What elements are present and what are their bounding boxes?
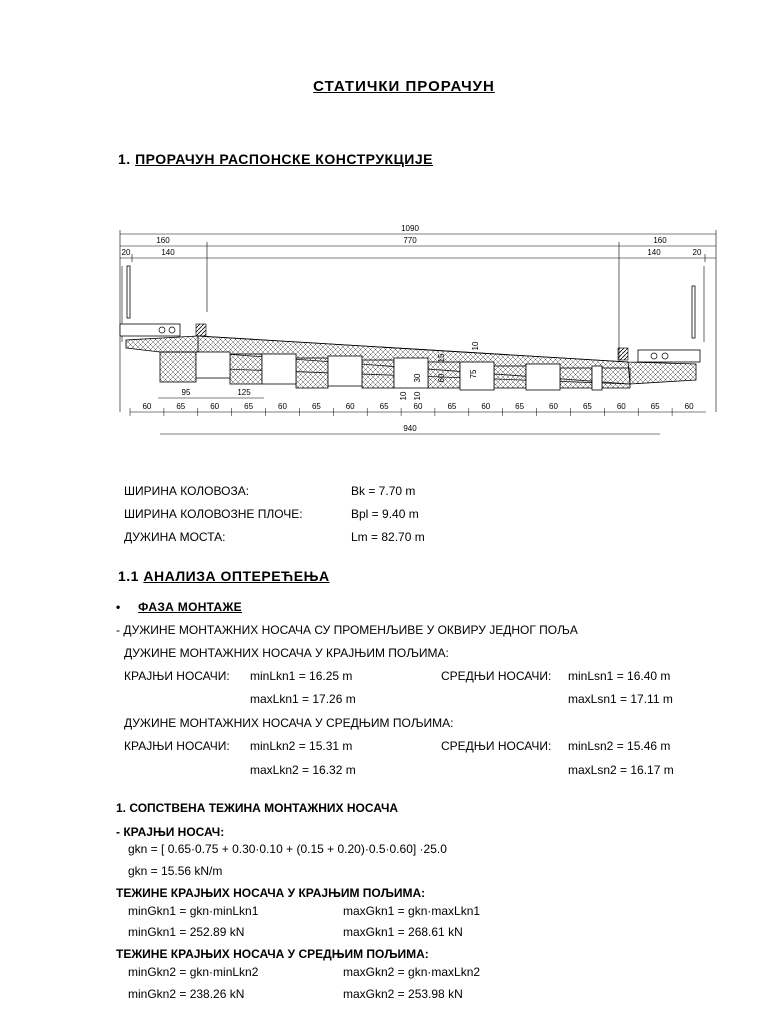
weights-mid-title: ТЕЖИНЕ КРАЈЊИХ НОСАЧА У СРЕДЊИМ ПОЉИМА: xyxy=(116,947,429,961)
bridge-cross-section-drawing xyxy=(118,222,718,442)
prop-slab-label: ШИРИНА КОЛОВОЗНЕ ПЛОЧЕ: xyxy=(124,507,303,521)
weights-end-min-formula: minGkn1 = gkn·minLkn1 xyxy=(128,904,259,918)
phase-title: ФАЗА МОНТАЖЕ xyxy=(138,600,242,614)
page-title: СТАТИЧКИ ПРОРАЧУН xyxy=(313,78,495,95)
dim-60: 60 xyxy=(437,373,446,383)
dim-bottom-segment: 65 xyxy=(515,402,525,411)
dim-10c: 10 xyxy=(399,391,408,401)
end-fields-mid-label: СРЕДЊИ НОСАЧИ: xyxy=(441,669,552,683)
dim-total-width: 1090 xyxy=(401,224,419,233)
mid-fields-mid-min: minLsn2 = 15.46 m xyxy=(568,739,671,753)
dim-bottom-segment: 65 xyxy=(650,402,660,411)
self-weight-formula: gkn = [ 0.65·0.75 + 0.30·0.10 + (0.15 + 0.20)·0.5·0.60] ·25.0 xyxy=(128,842,447,856)
end-fields-edge-max: maxLkn1 = 17.26 m xyxy=(250,692,356,706)
end-fields-edge-min: minLkn1 = 16.25 m xyxy=(250,669,353,683)
end-fields-mid-min: minLsn1 = 16.40 m xyxy=(568,669,671,683)
dim-940: 940 xyxy=(403,424,417,433)
bottom-dimension-row xyxy=(130,402,694,416)
self-weight-title: 1. СОПСТВЕНА ТЕЖИНА МОНТАЖНИХ НОСАЧА xyxy=(116,801,399,815)
dim-bottom-segment: 60 xyxy=(413,402,423,411)
prop-length-label: ДУЖИНА МОСТА: xyxy=(124,530,226,544)
dim-bottom-segment: 65 xyxy=(244,402,254,411)
dim-left-cantilever: 160 xyxy=(156,236,170,245)
dim-bottom-segment: 60 xyxy=(278,402,287,411)
dim-right-cantilever: 160 xyxy=(653,236,667,245)
weights-mid-min-value: minGkn2 = 238.26 kN xyxy=(128,987,245,1001)
dim-bottom-segment: 60 xyxy=(345,402,355,411)
dim-95: 95 xyxy=(181,388,191,397)
section-1-1-heading xyxy=(118,568,330,584)
prop-length-value: Lm = 82.70 m xyxy=(351,530,425,544)
dim-bottom-segment: 60 xyxy=(616,402,626,411)
prop-carriageway-label: ШИРИНА КОЛОВОЗА: xyxy=(124,484,250,498)
dim-carriageway: 770 xyxy=(403,236,417,245)
dim-bottom-segment: 60 xyxy=(481,402,491,411)
dim-bottom-segment: 65 xyxy=(311,402,321,411)
dim-bottom-segment: 65 xyxy=(176,402,186,411)
dim-bottom-segment: 60 xyxy=(142,402,152,411)
bullet-icon: • xyxy=(116,600,121,614)
dim-left-edge: 20 xyxy=(121,248,131,257)
section-1-title: ПРОРАЧУН РАСПОНСКЕ КОНСТРУКЦИЈЕ xyxy=(135,151,433,167)
end-fields-mid-max: maxLsn1 = 17.11 m xyxy=(568,692,673,706)
weights-mid-min-formula: minGkn2 = gkn·minLkn2 xyxy=(128,965,259,979)
section-1-heading xyxy=(118,151,433,167)
dim-30: 30 xyxy=(413,373,422,383)
dim-10b: 10 xyxy=(413,391,422,401)
prop-slab-value: Bpl = 9.40 m xyxy=(351,507,419,521)
dim-bottom-segment: 65 xyxy=(582,402,592,411)
section-1-number: 1. xyxy=(118,151,131,167)
dim-125: 125 xyxy=(237,388,251,397)
dim-left-walkway: 140 xyxy=(161,248,175,257)
self-weight-result: gkn = 15.56 kN/m xyxy=(128,864,223,878)
dim-right-walkway: 140 xyxy=(647,248,661,257)
end-fields-heading: ДУЖИНЕ МОНТАЖНИХ НОСАЧА У КРАЈЊИМ ПОЉИМА: xyxy=(124,646,449,660)
note-variable-lengths: - ДУЖИНЕ МОНТАЖНИХ НОСАЧА СУ ПРОМЕНЉИВЕ У ОКВИРУ ЈЕДНОГ ПОЉА xyxy=(116,623,578,637)
weights-end-min-value: minGkn1 = 252.89 kN xyxy=(128,925,245,939)
section-1-1-number: 1.1 xyxy=(118,568,139,584)
mid-fields-edge-min: minLkn2 = 15.31 m xyxy=(250,739,353,753)
dim-slab-10: 10 xyxy=(471,341,480,351)
mid-fields-mid-label: СРЕДЊИ НОСАЧИ: xyxy=(441,739,552,753)
prop-carriageway-value: Bk = 7.70 m xyxy=(351,484,416,498)
weights-mid-max-value: maxGkn2 = 253.98 kN xyxy=(343,987,463,1001)
phase-heading xyxy=(116,600,242,614)
dim-75: 75 xyxy=(469,369,478,379)
edge-beam-label: - КРАЈЊИ НОСАЧ: xyxy=(116,825,225,839)
dim-bottom-segment: 60 xyxy=(210,402,220,411)
weights-end-title: ТЕЖИНЕ КРАЈЊИХ НОСАЧА У КРАЈЊИМ ПОЉИМА: xyxy=(116,886,426,900)
section-1-1-title: АНАЛИЗА ОПТЕРЕЋЕЊА xyxy=(143,568,330,584)
weights-end-max-formula: maxGkn1 = gkn·maxLkn1 xyxy=(343,904,481,918)
mid-fields-mid-max: maxLsn2 = 16.17 m xyxy=(568,763,674,777)
mid-fields-edge-label: КРАЈЊИ НОСАЧИ: xyxy=(124,739,230,753)
dim-15: 15 xyxy=(437,353,446,363)
dim-bottom-segment: 65 xyxy=(447,402,457,411)
end-fields-edge-label: КРАЈЊИ НОСАЧИ: xyxy=(124,669,230,683)
dim-bottom-segment: 65 xyxy=(379,402,389,411)
weights-mid-max-formula: maxGkn2 = gkn·maxLkn2 xyxy=(343,965,481,979)
dim-bottom-segment: 60 xyxy=(684,402,694,411)
dim-bottom-segment: 60 xyxy=(549,402,558,411)
mid-fields-edge-max: maxLkn2 = 16.32 m xyxy=(250,763,356,777)
mid-fields-heading: ДУЖИНЕ МОНТАЖНИХ НОСАЧА У СРЕДЊИМ ПОЉИМА: xyxy=(124,716,454,730)
weights-end-max-value: maxGkn1 = 268.61 kN xyxy=(343,925,463,939)
dim-right-edge: 20 xyxy=(692,248,702,257)
